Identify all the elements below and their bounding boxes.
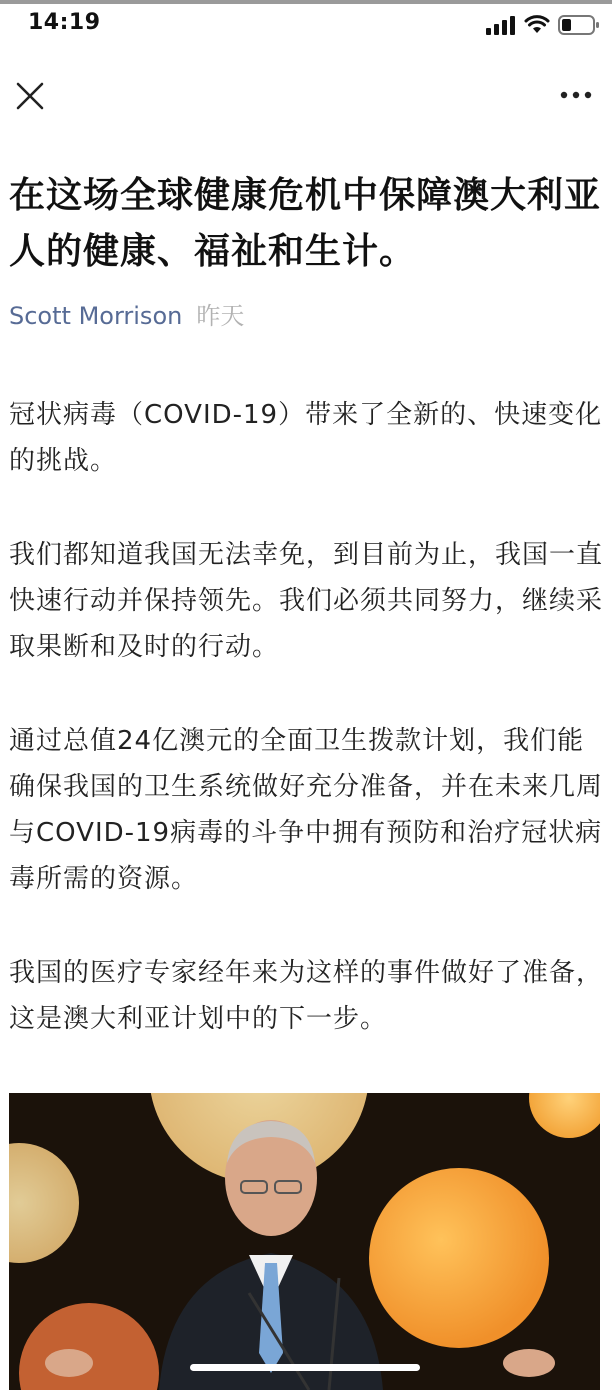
home-indicator[interactable] <box>190 1364 420 1371</box>
paragraph: 通过总值24亿澳元的全面卫生拨款计划，我们能确保我国的卫生系统做好充分准备，并在未来几周与COVID-19病毒的斗争中拥有预防和治疗冠状病毒所需的资源。 <box>9 726 604 894</box>
article-title: 在这场全球健康危机中保障澳大利亚人的健康、福祉和生计。 <box>9 175 602 272</box>
paragraph: 我们都知道我国无法幸免，到目前为止，我国一直快速行动并保持领先。我们必须共同努力，继续采取果断和及时的行动。 <box>9 540 604 662</box>
author-link[interactable]: Scott Morrison <box>9 302 183 330</box>
signal-icon <box>486 15 516 35</box>
photo-illustration <box>9 1093 600 1390</box>
close-button[interactable] <box>10 76 50 116</box>
more-icon <box>558 80 598 110</box>
status-bar <box>0 4 612 44</box>
publish-date: 昨天 <box>196 302 245 330</box>
article <box>9 168 604 1034</box>
article-meta <box>9 298 604 334</box>
nav-bar <box>0 60 612 130</box>
wifi-icon <box>524 15 550 35</box>
battery-icon <box>558 14 600 36</box>
status-icons <box>486 14 600 36</box>
article-photo[interactable] <box>9 1093 600 1390</box>
close-icon <box>10 76 50 116</box>
paragraph: 我国的医疗专家经年来为这样的事件做好了准备，这是澳大利亚计划中的下一步。 <box>9 958 604 1034</box>
paragraph: 冠状病毒（COVID-19）带来了全新的、快速变化的挑战。 <box>9 400 603 476</box>
more-button[interactable] <box>558 80 598 110</box>
status-time: 14:19 <box>28 10 101 35</box>
